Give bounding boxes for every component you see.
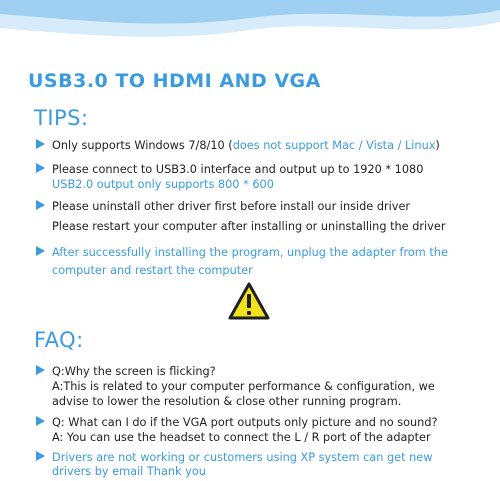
arrow-right-icon xyxy=(36,246,45,256)
faq-heading: FAQ: xyxy=(34,328,84,352)
page-title: USB3.0 TO HDMI AND VGA xyxy=(28,70,321,92)
arrow-right-icon xyxy=(36,139,45,149)
header-wave xyxy=(0,0,500,60)
arrow-right-icon xyxy=(36,163,45,173)
warning-icon xyxy=(228,282,270,320)
arrow-right-icon xyxy=(36,451,45,461)
arrow-right-icon xyxy=(36,416,45,426)
arrow-right-icon xyxy=(36,365,45,375)
arrow-right-icon xyxy=(36,200,45,210)
tips-heading: TIPS: xyxy=(34,106,89,130)
